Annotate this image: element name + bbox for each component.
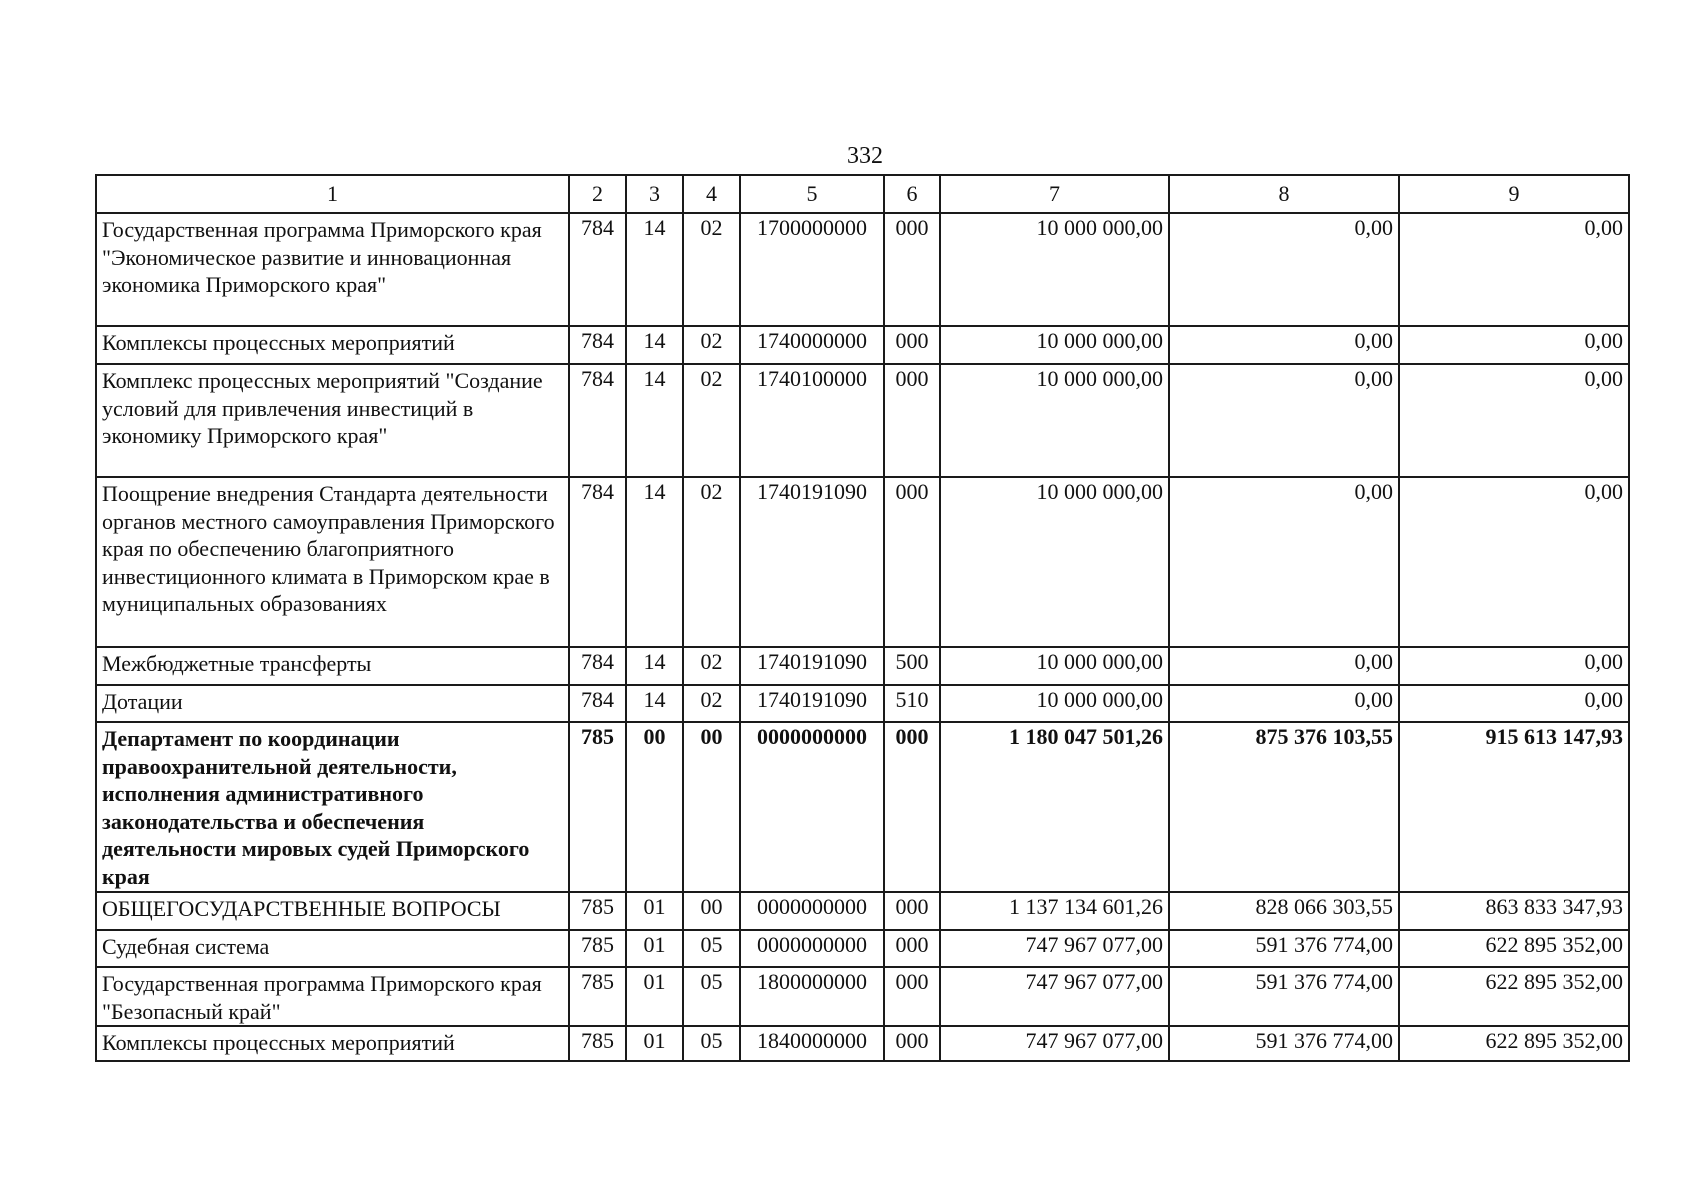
cell-target-code xyxy=(740,213,884,326)
cell-amount-col9 xyxy=(1399,967,1629,1026)
cell-name-text: Комплексы процессных мероприятий xyxy=(102,330,455,355)
cell-target-code xyxy=(740,967,884,1026)
header-col-4: 4 xyxy=(683,175,740,213)
cell-section-code xyxy=(626,477,683,647)
cell-subsection-code-text: 00 xyxy=(700,724,723,749)
cell-ministry-code-text: 784 xyxy=(581,215,614,240)
cell-ministry-code xyxy=(569,930,626,967)
table-row xyxy=(96,930,1629,967)
page-number: 332 xyxy=(847,143,883,169)
cell-amount-col9 xyxy=(1399,647,1629,685)
cell-ministry-code xyxy=(569,213,626,326)
cell-amount-col7 xyxy=(940,930,1169,967)
cell-target-code-text: 1740191090 xyxy=(757,649,867,674)
cell-target-code-text: 1700000000 xyxy=(757,215,867,240)
cell-amount-col9 xyxy=(1399,722,1629,892)
cell-amount-col7 xyxy=(940,326,1169,364)
cell-amount-col8 xyxy=(1169,930,1399,967)
cell-amount-col8-text: 0,00 xyxy=(1354,366,1393,391)
cell-section-code xyxy=(626,213,683,326)
table-row xyxy=(96,685,1629,722)
cell-amount-col8-text: 0,00 xyxy=(1354,215,1393,240)
cell-subsection-code-text: 02 xyxy=(700,479,723,504)
cell-target-code xyxy=(740,930,884,967)
cell-name-text: Комплекс процессных мероприятий "Создание условий для привлечения инвестиций в экономику Приморского края" xyxy=(102,368,543,448)
cell-amount-col7 xyxy=(940,213,1169,326)
cell-section-code xyxy=(626,1026,683,1061)
cell-subsection-code-text: 05 xyxy=(700,932,723,957)
cell-amount-col9-text: 863 833 347,93 xyxy=(1485,894,1623,919)
cell-subsection-code xyxy=(683,685,740,722)
cell-section-code-text: 01 xyxy=(643,969,666,994)
cell-section-code xyxy=(626,685,683,722)
cell-amount-col8-text: 875 376 103,55 xyxy=(1255,724,1393,749)
cell-target-code xyxy=(740,477,884,647)
table-body xyxy=(96,213,1629,1061)
cell-amount-col8-text: 591 376 774,00 xyxy=(1255,1028,1393,1053)
cell-target-code-text: 0000000000 xyxy=(757,724,867,749)
cell-amount-col7 xyxy=(940,364,1169,477)
cell-expense-type xyxy=(884,967,940,1026)
cell-name xyxy=(96,364,569,477)
cell-name-text: Дотации xyxy=(102,689,183,714)
cell-subsection-code-text: 02 xyxy=(700,366,723,391)
cell-ministry-code xyxy=(569,722,626,892)
cell-section-code-text: 14 xyxy=(643,687,666,712)
cell-expense-type xyxy=(884,722,940,892)
cell-target-code-text: 1740000000 xyxy=(757,328,867,353)
cell-expense-type-text: 500 xyxy=(895,649,929,674)
cell-expense-type xyxy=(884,364,940,477)
cell-section-code xyxy=(626,722,683,892)
cell-amount-col8-text: 591 376 774,00 xyxy=(1255,932,1393,957)
cell-section-code xyxy=(626,930,683,967)
header-col-3: 3 xyxy=(626,175,683,213)
cell-expense-type xyxy=(884,213,940,326)
cell-subsection-code xyxy=(683,326,740,364)
cell-target-code xyxy=(740,892,884,930)
cell-amount-col7-text: 10 000 000,00 xyxy=(1036,366,1163,391)
cell-section-code-text: 00 xyxy=(643,724,666,749)
cell-amount-col9-text: 0,00 xyxy=(1584,649,1623,674)
cell-amount-col7 xyxy=(940,967,1169,1026)
cell-amount-col7-text: 10 000 000,00 xyxy=(1036,328,1163,353)
cell-amount-col8 xyxy=(1169,722,1399,892)
cell-subsection-code-text: 05 xyxy=(700,969,723,994)
cell-name xyxy=(96,967,569,1026)
cell-amount-col7-text: 10 000 000,00 xyxy=(1036,687,1163,712)
cell-amount-col9-text: 622 895 352,00 xyxy=(1485,1028,1623,1053)
cell-amount-col8 xyxy=(1169,364,1399,477)
cell-amount-col9 xyxy=(1399,1026,1629,1061)
cell-target-code xyxy=(740,364,884,477)
cell-name xyxy=(96,213,569,326)
cell-amount-col8 xyxy=(1169,892,1399,930)
table-row xyxy=(96,213,1629,326)
cell-amount-col9 xyxy=(1399,364,1629,477)
cell-section-code-text: 01 xyxy=(643,1028,666,1053)
cell-expense-type-text: 000 xyxy=(895,1028,929,1053)
budget-table xyxy=(95,174,1630,1062)
cell-amount-col9-text: 0,00 xyxy=(1584,366,1623,391)
cell-ministry-code-text: 784 xyxy=(581,687,614,712)
cell-subsection-code-text: 02 xyxy=(700,215,723,240)
cell-amount-col9 xyxy=(1399,892,1629,930)
header-col-9: 9 xyxy=(1399,175,1629,213)
cell-subsection-code-text: 02 xyxy=(700,687,723,712)
cell-section-code-text: 14 xyxy=(643,366,666,391)
cell-ministry-code-text: 785 xyxy=(581,969,614,994)
cell-amount-col9-text: 0,00 xyxy=(1584,215,1623,240)
cell-target-code-text: 1740100000 xyxy=(757,366,867,391)
cell-ministry-code-text: 785 xyxy=(581,724,614,749)
cell-amount-col8 xyxy=(1169,967,1399,1026)
cell-ministry-code xyxy=(569,364,626,477)
cell-amount-col7 xyxy=(940,685,1169,722)
cell-ministry-code-text: 784 xyxy=(581,366,614,391)
cell-amount-col7-text: 10 000 000,00 xyxy=(1036,649,1163,674)
cell-ministry-code xyxy=(569,967,626,1026)
cell-expense-type xyxy=(884,930,940,967)
cell-amount-col9 xyxy=(1399,685,1629,722)
cell-amount-col7-text: 747 967 077,00 xyxy=(1025,932,1163,957)
cell-ministry-code xyxy=(569,477,626,647)
cell-expense-type-text: 000 xyxy=(895,215,929,240)
cell-amount-col7-text: 1 180 047 501,26 xyxy=(1009,724,1163,749)
cell-ministry-code xyxy=(569,892,626,930)
cell-amount-col9 xyxy=(1399,477,1629,647)
cell-section-code-text: 14 xyxy=(643,328,666,353)
cell-expense-type-text: 000 xyxy=(895,328,929,353)
cell-name xyxy=(96,930,569,967)
cell-expense-type-text: 000 xyxy=(895,366,929,391)
cell-ministry-code xyxy=(569,1026,626,1061)
cell-amount-col7-text: 747 967 077,00 xyxy=(1025,1028,1163,1053)
cell-amount-col7 xyxy=(940,892,1169,930)
cell-target-code xyxy=(740,326,884,364)
cell-amount-col8 xyxy=(1169,685,1399,722)
cell-amount-col8 xyxy=(1169,477,1399,647)
cell-amount-col8-text: 0,00 xyxy=(1354,687,1393,712)
cell-subsection-code xyxy=(683,892,740,930)
cell-expense-type xyxy=(884,326,940,364)
cell-name xyxy=(96,326,569,364)
cell-name xyxy=(96,647,569,685)
cell-section-code-text: 14 xyxy=(643,479,666,504)
cell-subsection-code xyxy=(683,930,740,967)
cell-name-text: ОБЩЕГОСУДАРСТВЕННЫЕ ВОПРОСЫ xyxy=(102,896,501,921)
cell-ministry-code-text: 784 xyxy=(581,479,614,504)
cell-expense-type xyxy=(884,892,940,930)
header-col-1: 1 xyxy=(96,175,569,213)
cell-expense-type xyxy=(884,1026,940,1061)
cell-subsection-code xyxy=(683,213,740,326)
table-row xyxy=(96,364,1629,477)
cell-amount-col7 xyxy=(940,477,1169,647)
cell-ministry-code xyxy=(569,326,626,364)
cell-amount-col9 xyxy=(1399,326,1629,364)
cell-section-code-text: 01 xyxy=(643,894,666,919)
cell-name xyxy=(96,722,569,892)
header-row xyxy=(96,175,1629,213)
header-col-7: 7 xyxy=(940,175,1169,213)
cell-amount-col8-text: 828 066 303,55 xyxy=(1255,894,1393,919)
table-row xyxy=(96,892,1629,930)
cell-amount-col8 xyxy=(1169,1026,1399,1061)
cell-ministry-code-text: 785 xyxy=(581,1028,614,1053)
cell-amount-col9-text: 622 895 352,00 xyxy=(1485,932,1623,957)
cell-amount-col7-text: 747 967 077,00 xyxy=(1025,969,1163,994)
cell-subsection-code-text: 02 xyxy=(700,649,723,674)
cell-target-code xyxy=(740,647,884,685)
header-col-6: 6 xyxy=(884,175,940,213)
cell-subsection-code xyxy=(683,967,740,1026)
cell-subsection-code xyxy=(683,1026,740,1061)
cell-expense-type-text: 000 xyxy=(895,894,929,919)
cell-amount-col7-text: 10 000 000,00 xyxy=(1036,215,1163,240)
cell-amount-col7-text: 10 000 000,00 xyxy=(1036,479,1163,504)
cell-amount-col7 xyxy=(940,1026,1169,1061)
cell-ministry-code-text: 784 xyxy=(581,649,614,674)
cell-amount-col9-text: 622 895 352,00 xyxy=(1485,969,1623,994)
cell-name-text: Поощрение внедрения Стандарта деятельности органов местного самоуправления Приморского края по обеспечению благоприятного инвестиционного климата в Приморском крае в муниципальных образованиях xyxy=(102,481,555,616)
cell-section-code xyxy=(626,967,683,1026)
cell-name-text: Государственная программа Приморского края "Безопасный край" xyxy=(102,971,542,1024)
cell-target-code-text: 0000000000 xyxy=(757,932,867,957)
cell-section-code-text: 14 xyxy=(643,649,666,674)
cell-name xyxy=(96,477,569,647)
cell-expense-type xyxy=(884,685,940,722)
cell-target-code-text: 1800000000 xyxy=(757,969,867,994)
cell-subsection-code-text: 02 xyxy=(700,328,723,353)
cell-section-code-text: 14 xyxy=(643,215,666,240)
cell-amount-col9-text: 0,00 xyxy=(1584,328,1623,353)
cell-subsection-code-text: 05 xyxy=(700,1028,723,1053)
cell-subsection-code xyxy=(683,364,740,477)
table-row xyxy=(96,326,1629,364)
cell-section-code xyxy=(626,326,683,364)
cell-name xyxy=(96,685,569,722)
cell-amount-col9-text: 0,00 xyxy=(1584,687,1623,712)
cell-name-text: Государственная программа Приморского края "Экономическое развитие и инновационная экономика Приморского края" xyxy=(102,217,542,297)
cell-amount-col7-text: 1 137 134 601,26 xyxy=(1009,894,1163,919)
cell-subsection-code xyxy=(683,722,740,892)
cell-amount-col9 xyxy=(1399,213,1629,326)
cell-subsection-code xyxy=(683,477,740,647)
cell-amount-col8 xyxy=(1169,647,1399,685)
cell-name xyxy=(96,892,569,930)
cell-expense-type-text: 000 xyxy=(895,969,929,994)
header-col-2: 2 xyxy=(569,175,626,213)
cell-amount-col8 xyxy=(1169,326,1399,364)
cell-amount-col8-text: 0,00 xyxy=(1354,328,1393,353)
cell-subsection-code-text: 00 xyxy=(700,894,723,919)
cell-target-code xyxy=(740,1026,884,1061)
cell-name-text: Департамент по координации правоохранительной деятельности, исполнения административного законодательства и обеспечения деятельности мировых судей Приморского края xyxy=(102,726,530,889)
cell-name-text: Судебная система xyxy=(102,934,270,959)
table-row xyxy=(96,722,1629,892)
cell-amount-col9-text: 915 613 147,93 xyxy=(1485,724,1623,749)
cell-expense-type-text: 000 xyxy=(895,724,929,749)
cell-expense-type-text: 000 xyxy=(895,932,929,957)
cell-ministry-code-text: 784 xyxy=(581,328,614,353)
header-col-8: 8 xyxy=(1169,175,1399,213)
cell-name xyxy=(96,1026,569,1061)
cell-ministry-code-text: 785 xyxy=(581,932,614,957)
cell-expense-type xyxy=(884,477,940,647)
table-header xyxy=(96,175,1629,213)
cell-section-code xyxy=(626,647,683,685)
cell-amount-col8 xyxy=(1169,213,1399,326)
cell-target-code xyxy=(740,685,884,722)
cell-subsection-code xyxy=(683,647,740,685)
table-row xyxy=(96,1026,1629,1061)
cell-amount-col9 xyxy=(1399,930,1629,967)
cell-target-code-text: 0000000000 xyxy=(757,894,867,919)
cell-amount-col8-text: 0,00 xyxy=(1354,479,1393,504)
cell-target-code-text: 1740191090 xyxy=(757,687,867,712)
cell-amount-col7 xyxy=(940,647,1169,685)
cell-expense-type xyxy=(884,647,940,685)
cell-target-code-text: 1840000000 xyxy=(757,1028,867,1053)
cell-ministry-code xyxy=(569,685,626,722)
cell-section-code xyxy=(626,364,683,477)
table-row xyxy=(96,477,1629,647)
cell-target-code-text: 1740191090 xyxy=(757,479,867,504)
table-row xyxy=(96,647,1629,685)
cell-amount-col8-text: 0,00 xyxy=(1354,649,1393,674)
cell-section-code xyxy=(626,892,683,930)
cell-amount-col7 xyxy=(940,722,1169,892)
cell-expense-type-text: 510 xyxy=(895,687,929,712)
cell-section-code-text: 01 xyxy=(643,932,666,957)
cell-ministry-code xyxy=(569,647,626,685)
cell-expense-type-text: 000 xyxy=(895,479,929,504)
cell-name-text: Комплексы процессных мероприятий xyxy=(102,1030,455,1055)
cell-target-code xyxy=(740,722,884,892)
cell-ministry-code-text: 785 xyxy=(581,894,614,919)
cell-amount-col8-text: 591 376 774,00 xyxy=(1255,969,1393,994)
cell-name-text: Межбюджетные трансферты xyxy=(102,651,372,676)
table-row xyxy=(96,967,1629,1026)
cell-amount-col9-text: 0,00 xyxy=(1584,479,1623,504)
header-col-5: 5 xyxy=(740,175,884,213)
